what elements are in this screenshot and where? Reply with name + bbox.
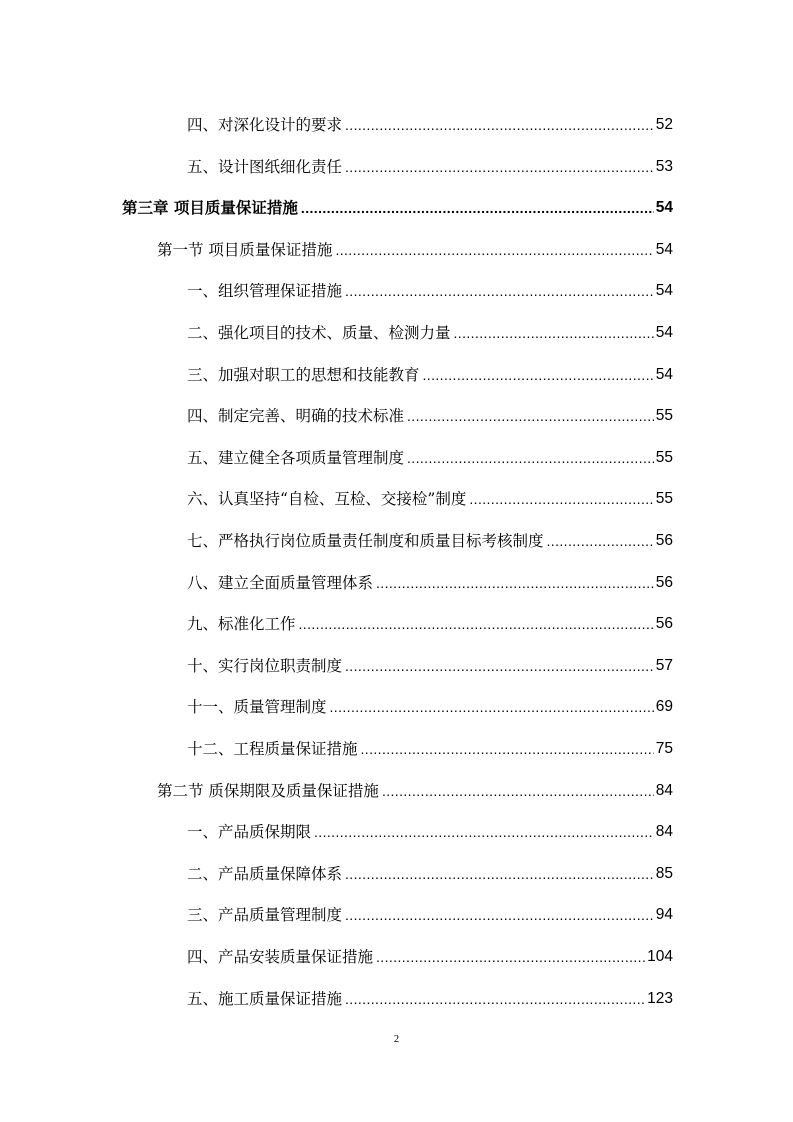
toc-dot-leader xyxy=(361,738,654,760)
toc-entry-title: 十二、工程质量保证措施 xyxy=(187,740,358,758)
toc-entry-title: 四、产品安装质量保证措施 xyxy=(187,948,374,966)
toc-dot-leader xyxy=(407,405,654,427)
toc-dot-leader xyxy=(345,863,654,885)
toc-entry-title: 第二节 质保期限及质量保证措施 xyxy=(157,781,379,800)
toc-dot-leader xyxy=(330,696,654,718)
toc-entry[interactable] xyxy=(187,554,673,594)
toc-entry-title: 三、加强对职工的思想和技能教育 xyxy=(187,365,420,384)
toc-dot-leader xyxy=(345,114,654,136)
toc-entry-page: 84 xyxy=(655,823,673,841)
toc-entry-title: 一、组织管理保证措施 xyxy=(187,282,343,301)
toc-entry[interactable] xyxy=(187,845,673,885)
toc-entry[interactable] xyxy=(187,512,673,552)
toc-entry-page: 54 xyxy=(655,282,673,300)
toc-dot-leader xyxy=(382,780,654,802)
toc-entry-title: 第三章 项目质量保证措施 xyxy=(122,198,298,218)
toc-entry-title: 七、严格执行岗位质量责任制度和质量目标考核制度 xyxy=(187,532,544,550)
toc-entry-page: 75 xyxy=(655,740,673,757)
toc-entry[interactable] xyxy=(187,429,673,469)
toc-entry-page: 54 xyxy=(655,324,673,341)
toc-entry-page: 56 xyxy=(655,615,673,633)
toc-entry[interactable] xyxy=(187,886,673,926)
toc-entry-title: 五、施工质量保证措施 xyxy=(187,989,343,1008)
toc-entry[interactable] xyxy=(187,387,673,427)
toc-entry[interactable] xyxy=(157,221,673,261)
toc-entry-page: 56 xyxy=(655,532,673,549)
toc-dot-leader xyxy=(345,988,645,1010)
toc-entry[interactable] xyxy=(187,138,673,178)
toc-entry-title: 四、对深化设计的要求 xyxy=(187,116,343,134)
toc-entry[interactable] xyxy=(157,762,673,802)
toc-entry-page: 85 xyxy=(655,864,673,882)
toc-dot-leader xyxy=(345,904,654,926)
toc-entry-title: 第一节 项目质量保证措施 xyxy=(157,240,333,259)
toc-entry[interactable] xyxy=(122,179,673,219)
toc-entry-title: 一、产品质保期限 xyxy=(187,823,312,842)
toc-dot-leader xyxy=(376,946,645,968)
toc-entry-page: 56 xyxy=(655,573,673,591)
toc-entry[interactable] xyxy=(187,346,673,386)
toc-entry-title: 二、产品质量保障体系 xyxy=(187,864,343,883)
toc-entry[interactable] xyxy=(187,470,673,510)
toc-entry-page: 54 xyxy=(655,365,673,383)
toc-entry[interactable] xyxy=(187,720,673,760)
toc-entry[interactable] xyxy=(187,304,673,344)
toc-entry-page: 54 xyxy=(655,240,673,258)
toc-entry-title: 五、建立健全各项质量管理制度 xyxy=(187,448,405,467)
toc-entry[interactable] xyxy=(187,970,673,1010)
toc-entry-title: 二、强化项目的技术、质量、检测力量 xyxy=(187,324,451,342)
toc-entry-title: 六、认真坚持“自检、互检、交接检”制度 xyxy=(187,490,467,509)
toc-entry-title: 四、制定完善、明确的技术标准 xyxy=(187,407,405,426)
toc-entry-page: 55 xyxy=(655,407,673,425)
toc-entry[interactable] xyxy=(187,96,673,136)
toc-entry-title: 十、实行岗位职责制度 xyxy=(187,656,343,675)
toc-entry[interactable] xyxy=(187,678,673,718)
toc-dot-leader xyxy=(547,530,654,552)
toc-entry-title: 三、产品质量管理制度 xyxy=(187,906,343,925)
toc-entry-page: 55 xyxy=(655,490,673,508)
toc-entry-title: 十一、质量管理制度 xyxy=(187,698,327,717)
toc-entry-title: 九、标准化工作 xyxy=(187,615,296,634)
toc-entry-page: 54 xyxy=(655,199,673,217)
toc-entry[interactable] xyxy=(187,803,673,843)
toc-dot-leader xyxy=(469,488,653,510)
toc-entry-page: 123 xyxy=(647,989,673,1007)
toc-dot-leader xyxy=(335,239,653,261)
toc-entry-page: 69 xyxy=(655,698,673,716)
toc-dot-leader xyxy=(423,364,654,386)
toc-entry[interactable] xyxy=(187,637,673,677)
toc-entry-page: 57 xyxy=(655,656,673,674)
toc-entry-page: 52 xyxy=(655,116,673,133)
toc-entry-page: 104 xyxy=(647,948,673,965)
toc-entry-page: 94 xyxy=(655,906,673,924)
toc-dot-leader xyxy=(407,447,654,469)
toc-entry-title: 八、建立全面质量管理体系 xyxy=(187,573,374,592)
toc-entry-page: 84 xyxy=(655,781,673,799)
toc-dot-leader xyxy=(314,821,654,843)
toc-dot-leader xyxy=(376,572,654,594)
toc-entry[interactable] xyxy=(187,928,673,968)
toc-dot-leader xyxy=(301,197,654,219)
toc-entry[interactable] xyxy=(187,262,673,302)
toc-dot-leader xyxy=(345,156,654,178)
toc-dot-leader xyxy=(299,613,654,635)
toc-dot-leader xyxy=(345,655,654,677)
toc-dot-leader xyxy=(454,322,654,344)
toc-entry-title: 五、设计图纸细化责任 xyxy=(187,157,343,176)
toc-entry-page: 55 xyxy=(655,448,673,466)
toc-dot-leader xyxy=(345,280,654,302)
page-number: 2 xyxy=(393,1034,400,1045)
toc-entry-page: 53 xyxy=(655,157,673,175)
toc-entry[interactable] xyxy=(187,595,673,635)
